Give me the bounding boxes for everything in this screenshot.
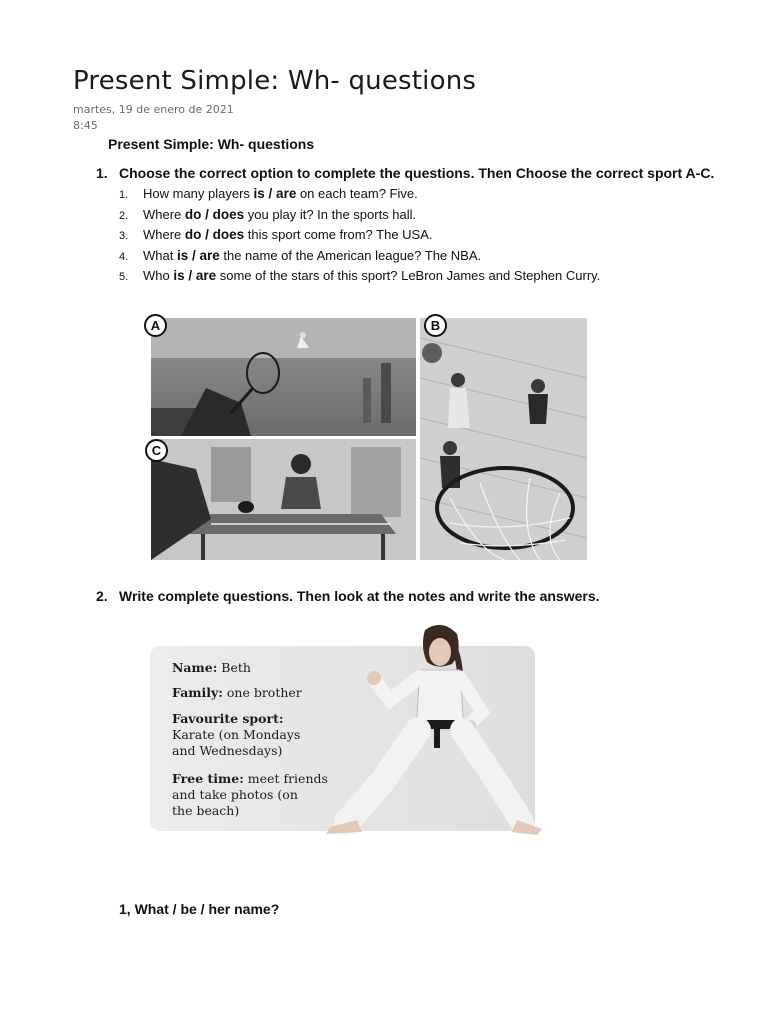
question-options: do / does [184,227,245,242]
question-text-start: What [143,247,177,263]
question-list [119,186,600,289]
question-text-start: How many players [143,186,254,201]
card-name-value: Beth [217,660,251,675]
question-text-end: some of the stars of this sport? LeBron James and Stephen Curry. [216,268,601,283]
badminton-photo [151,318,416,436]
task-2-text: Write complete questions. Then look at the notes and write the answers. [119,588,600,604]
page-time: 8:45 [73,119,98,132]
card-family-value: one brother [222,685,302,700]
page-date: martes, 19 de enero de 2021 [73,103,234,116]
question-options: is / are [176,247,220,263]
question-text-start: Who [143,268,174,283]
sports-photo-collage [151,318,587,560]
task-1-instruction [96,165,714,181]
sub-question-1: 1, What / be / her name? [119,901,280,917]
card-free-value: meet friends [243,771,328,786]
question-item [119,207,600,228]
question-options: is / are [173,268,217,283]
photo-label-c: C [145,439,168,462]
card-name-line [172,660,251,676]
page-title: Present Simple: Wh- questions [73,66,477,96]
question-item [119,227,600,248]
question-number: 5. [119,271,129,283]
table-tennis-photo [151,439,416,560]
task-2-number: 2. [96,588,108,604]
question-text-end: on each team? Five. [296,186,418,201]
card-sport-label: Favourite sport: [172,711,284,726]
task-2-instruction [96,588,600,604]
question-options: is / are [253,186,297,201]
task-1-number: 1. [96,165,108,181]
question-text-end: you play it? In the sports hall. [244,206,417,222]
photo-label-a: A [144,314,167,337]
question-number: 2. [119,209,129,222]
card-family-label: Family: [172,685,223,700]
card-free-label: Free time: [172,771,244,786]
question-item [119,268,600,289]
card-free-line-1 [172,771,328,787]
question-text-start: Where [143,227,185,242]
question-text-end: the name of the American league? The NBA. [219,247,482,263]
card-free-line-3: the beach) [172,803,240,818]
card-sport-line-1: Karate (on Mondays [172,727,301,742]
question-number: 1. [119,189,129,201]
card-sport-label-line [172,711,283,727]
photo-label-b: B [424,314,447,337]
question-text-end: this sport come from? The USA. [244,227,433,242]
question-item [119,248,600,269]
task-1-text: Choose the correct option to complete the questions. Then Choose the correct sport A-C. [119,165,715,181]
card-family-line [172,685,302,701]
question-number: 3. [119,230,129,242]
card-name-label: Name: [172,660,218,675]
question-options: do / does [184,206,245,222]
document-heading: Present Simple: Wh- questions [108,136,315,152]
card-sport-line-2: and Wednesdays) [172,743,283,758]
basketball-photo [420,318,587,560]
karate-girl-image [312,622,547,841]
question-text-start: Where [143,206,185,222]
card-free-line-2: and take photos (on [172,787,298,802]
question-item [119,186,600,207]
question-number: 4. [119,250,129,263]
